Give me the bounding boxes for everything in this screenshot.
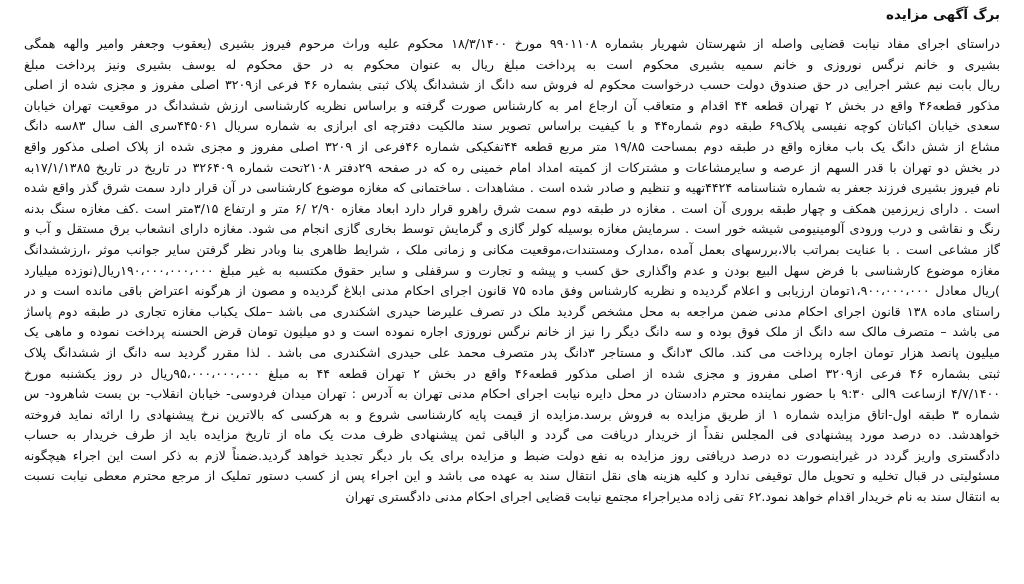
notice-line: مسئولیتی در قبال تخلیه و تحویل مال توقیفی ندارد و کلیه هزینه های نقل انتقال سند به عهده می باشد و این اجراء پس از کسب دستور تملیک از مرجع محترم معطی نیابت نسبت: [24, 468, 1000, 484]
notice-line: دراستای اجرای مفاد نیابت قضایی واصله از شهرستان شهریار بشماره ۹۹۰۱۱۰۸ مورخ ۱۸/۳/۱۴۰۰ محکوم علیه وراث مرحوم فیروز بشیری (یعقوب وجعفر وامیر والهه همگی: [24, 36, 1000, 51]
notice-line: بشیری و خانم نرگس نوروزی و خانم سمیه بشیری محکوم است به پرداخت مبلغ ریال به عنوان محکوم به در حق محکوم له یوسف بشیری ونیز پرداخت مبلغ: [24, 56, 1000, 72]
notice-line: )ریال معادل ۱،۹۰۰،۰۰۰،۰۰۰تومان ارزیابی و اعلام گردیده و نظریه کارشناس وفق ماده ۷۵ قانون اجرای احکام مدنی ابلاغ گردیده و مصون از هرگونه اعتراض باقی مانده است و در: [24, 283, 1000, 299]
notice-line: است . دارای زیرزمین همکف و چهار طبقه بروری آن است . مغازه در طبقه دوم سمت شرق راهرو قرار دارد ابعاد مغازه ۲/۹۰ /۶ متر و ارتفاع ۳/۱۵متر است .کف مغازه سنگ بدنه: [24, 200, 1000, 216]
notice-line: میلیون پانصد هزار تومان اجاره پرداخت می کند. مالک ۳دانگ و مستاجر ۳دانگ پدر متصرف محمد علی حیدری اشکندری می باشد . لذا مقرر گردید سه دانگ از ششدانگ پلاک: [24, 344, 1000, 360]
notice-line: نام فیروز بشیری فرزند جعفر به شماره شناسنامه ۴۴۲۴تهیه و تنظیم و صادر شده است . مشاهدات . ساختمانی که مغازه موضوع کارشناسی در آن قرار دارد سمت شرق گذر واقع شده: [24, 180, 1000, 196]
notice-line: مغازه موضوع کارشناسی با فرض سهل البیع بودن و عدم واگذاری حق کسب و پیشه و تجارت و سرقفلی و سایر حقوق مکتسبه به غیر مبلغ ۱۹۰،۰۰۰،۰۰۰،۰۰۰ریال(نوزده میلیارد: [24, 262, 1000, 278]
notice-line: به انتقال سند به نام خریدار اقدام خواهد نمود.۶۲ تقی زاده مدیراجراء مجتمع نیابت قضایی اجرای احکام مدنی دادگستری تهران: [345, 489, 1000, 505]
notice-line: شماره ۳ طبقه اول-اتاق مزایده شماره ۱ از طریق مزایده به فروش برسد.مزایده از قیمت پایه کارشناسی شروع و به هرکسی که بالاترین نرخ پیشنهادی را ارائه نماید فروخته: [24, 406, 1000, 422]
notice-line: ثبتی بشماره ۴۶ فرعی از۳۲۰۹ اصلی مفروز و مجزی شده از اصلی مذکور قطعه۴۶ واقع در بخش ۲ تهران قطعه ۴۴ به مبلغ ۹۵،۰۰۰،۰۰۰،۰۰۰ریال در روز یکشنبه مورخ: [24, 365, 1000, 381]
notice-line: در بخش دو تهران با قدر السهم از عرصه و سایرمشاعات و مشترکات از کمیته امداد امام خمینی ره که در صفحه ۲۹دفتر ۲۱۰۸تحت شماره ۳۲۶۴۰۹ در تاریخ در تاریخ ۱۷/۱/۱۳۸۵به: [24, 159, 1000, 175]
notice-line: دادگستری واریز گردد در غیراینصورت ده درصد دریافتی روز مزایده به نفع دولت ضبط و مزایده برای یک بار دیگر تجدید خواهد گردید.ضمناً لازم به ذکر است این اجراء هیچگونه: [24, 447, 1000, 463]
notice-line: می باشد – متصرف مالک سه دانگ از ملک فوق بوده و سه دانگ دیگر را نیز از خانم نرگس نوروزی اجاره نموده است و دو میلیون تومان قرض الحسنه پرداخت نموده و ماهی یک: [24, 324, 1000, 340]
notice-line: مذکور قطعه۴۶ واقع در بخش ۲ تهران قطعه ۴۴ اقدام و متعاقب آن ارجاع امر به کارشناس صورت گرفته و براساس نظریه کارشناسی ارزش ششدانگ در موقعیت تهران خیابان: [24, 97, 1000, 113]
notice-line: سعدی خیابان اکباتان کوچه نفیسی پلاک۶۹ طبقه دوم شماره۴۴ و با کیفیت براساس تصویر سند مالکیت دفترچه ای ابرازی به شماره سریال ۴۴۵۰۶۱سری الف سال ۸۳سه دانگ: [24, 118, 1000, 134]
notice-line: ۴/۷/۱۴۰۰ ازساعت ۹الی ۹:۳۰ با حضور نماینده محترم دادستان در محل دایره نیابت اجرای احکام مدنی تهران به آدرس : تهران میدان فردوسی- خیابان انقلاب- بن بست شاهرود- س: [24, 386, 1000, 402]
notice-title: برگ آگهی مزایده: [886, 7, 1000, 23]
notice-line: مشاع از شش دانگ یک باب مغازه واقع در طبقه دوم بمساحت ۱۹/۸۵ متر مربع قطعه ۴۴تفکیکی شماره ۴۶فرعی از ۳۲۰۹ اصلی مفروز و مجزی شده از پلاک اصلی مذکور واقع: [24, 138, 1000, 154]
notice-line: ریال بابت نیم عشر اجرایی در حق صندوق دولت حسب درخواست محکوم له فروش سه دانگ از ششدانگ پلاک ثبتی بشماره ۴۶ فرعی از۳۲۰۹ اصلی مفروز و مجزی شده از اصلی: [24, 77, 1000, 93]
notice-line: گاز مشاعی است . با عنایت بمراتب بالا،بررسهای بعمل آمده ،مدارک ومستندات،موقعیت مکانی و زمانی ملک ، شرایط ظاهری بنا وبادر نظر گرفتن سایر جوانب موثر ،ارزششدانگ: [24, 241, 1000, 257]
notice-body: [24, 34, 1000, 508]
notice-line: رنگ و نقاشی و درب ورودی آلومینیومی شیشه خور است . سرمایش مغازه بوسیله کولر گازی و گرمایش توسط بخاری گازی انجام می شود. مغازه دارای انشعاب برق مستقل و آب و: [24, 221, 1000, 237]
notice-line: راستای ماده ۱۳۸ قانون اجرای احکام مدنی ضمن مراجعه به محل مشخص گردید ملک در تصرف علیرضا حیدری اشکندری می باشد –ملک یکباب مغازه تجاری در طبقه دوم پاساژ: [24, 303, 1000, 319]
notice-line: خواهدشد. ده درصد مورد پیشنهادی فی المجلس نقداً از خریدار دریافت می گردد و الباقی ثمن پیشنهادی ظرف مدت یک ماه از تاریخ مزایده باید از طرف خریدار به حساب: [24, 427, 1000, 443]
